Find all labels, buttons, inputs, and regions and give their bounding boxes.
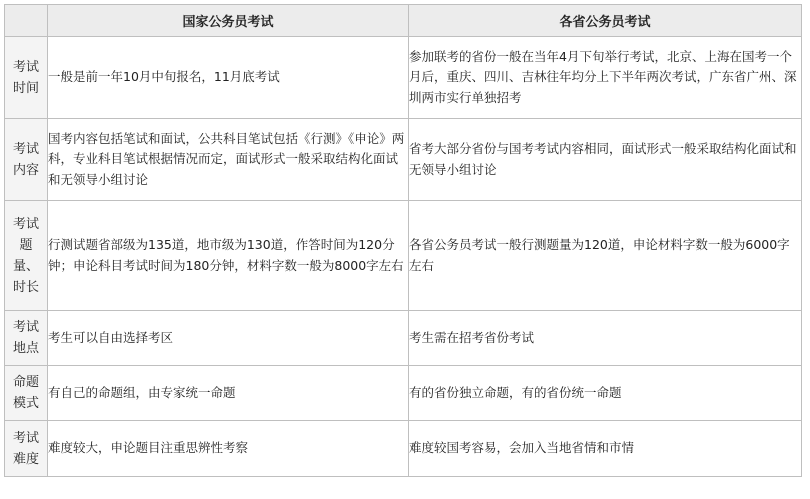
row-label-exam-location (5, 311, 48, 366)
cell-provincial-exam-location: 考生需在招考省份考试 (409, 311, 802, 366)
row-label-question-setting-mode (5, 366, 48, 421)
row-label-exam-time (5, 37, 48, 119)
table-row (5, 366, 802, 421)
cell-national-exam-location: 考生可以自由选择考区 (48, 311, 409, 366)
row-label-text: 考试内容 (12, 141, 39, 178)
cell-provincial-exam-content: 省考大部分省份与国考考试内容相同，面试形式一般采取结构化面试和无领导小组讨论 (409, 119, 802, 201)
row-label-text: 命题模式 (12, 375, 39, 411)
row-label-text: 考试难度 (12, 430, 39, 467)
cell-provincial-question-count-duration: 各省公务员考试一般行测题量为120道，申论材料字数一般为6000字左右 (409, 201, 802, 311)
table-row (5, 37, 802, 119)
cell-national-exam-content: 国考内容包括笔试和面试，公共科目笔试包括《行测》《申论》两科，专业科目笔试根据情况而定，面试形式一般采取结构化面试和无领导小组讨论 (48, 119, 409, 201)
row-label-text: 考试地点 (12, 320, 39, 356)
row-label-text: 考试时间 (12, 59, 39, 96)
header-corner-cell (5, 5, 48, 37)
row-label-exam-content (5, 119, 48, 201)
table-row (5, 421, 802, 477)
header-provincial-exam: 各省公务员考试 (409, 5, 802, 37)
table-header-row (5, 5, 802, 37)
row-label-question-count-duration (5, 201, 48, 311)
comparison-table (4, 4, 802, 477)
cell-national-exam-difficulty: 难度较大，申论题目注重思辨性考察 (48, 421, 409, 477)
cell-provincial-exam-time: 参加联考的省份一般在当年4月下旬举行考试，北京、上海在国考一个月后，重庆、四川、吉林往年均分上下半年两次考试，广东省广州、深圳两市实行单独招考 (409, 37, 802, 119)
table-row (5, 201, 802, 311)
cell-national-question-count-duration: 行测试题省部级为135道，地市级为130道，作答时间为120分钟；申论科目考试时间为180分钟，材料字数一般为8000字左右 (48, 201, 409, 311)
cell-provincial-question-setting-mode: 有的省份独立命题，有的省份统一命题 (409, 366, 802, 421)
cell-national-exam-time: 一般是前一年10月中旬报名，11月底考试 (48, 37, 409, 119)
cell-provincial-exam-difficulty: 难度较国考容易，会加入当地省情和市情 (409, 421, 802, 477)
header-national-exam: 国家公务员考试 (48, 5, 409, 37)
row-label-exam-difficulty (5, 421, 48, 477)
table-row (5, 119, 802, 201)
cell-national-question-setting-mode: 有自己的命题组，由专家统一命题 (48, 366, 409, 421)
row-label-text: 考试题量、时长 (12, 216, 39, 295)
table-row (5, 311, 802, 366)
